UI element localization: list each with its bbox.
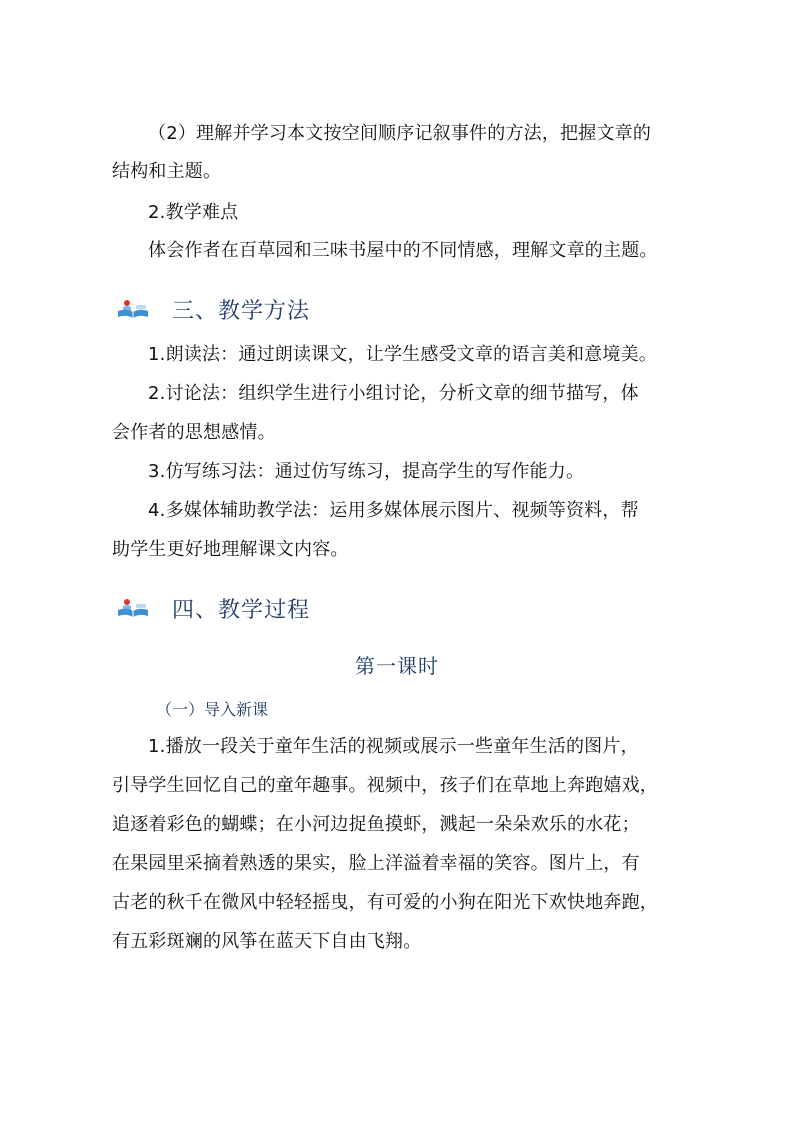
paragraph-line-4: 在果园里采摘着熟透的果实，脸上洋溢着幸福的笑容。图片上，有 [112, 853, 640, 874]
paragraph-line-1: 1.播放一段关于童年生活的视频或展示一些童年生活的图片， [148, 736, 639, 757]
section-title-methods: 三、教学方法 [172, 298, 311, 324]
method-4-line-2: 助学生更好地理解课文内容。 [112, 539, 349, 560]
paragraph-line-2: 引导学生回忆自己的童年趣事。视频中，孩子们在草地上奔跑嬉戏， [112, 775, 658, 796]
paragraph-line-6: 有五彩斑斓的风筝在蓝天下自由飞翔。 [112, 931, 422, 952]
difficulty-text: 体会作者在百草园和三味书屋中的不同情感，理解文章的主题。 [148, 240, 658, 261]
section-heading-process [116, 593, 310, 623]
difficulty-title: 2.教学难点 [148, 202, 239, 223]
subsection-intro: （一）导入新课 [156, 700, 269, 719]
objective-2-line-2: 结构和主题。 [112, 161, 222, 182]
paragraph-line-3: 追逐着彩色的蝴蝶；在小河边捉鱼摸虾，溅起一朵朵欢乐的水花； [112, 814, 640, 835]
method-1: 1.朗读法：通过朗读课文，让学生感受文章的语言美和意境美。 [148, 344, 657, 365]
book-reader-icon [116, 597, 150, 619]
method-2-line-1: 2.讨论法：组织学生进行小组讨论，分析文章的细节描写，体 [148, 383, 639, 404]
section-heading-methods [116, 294, 310, 324]
method-4-line-1: 4.多媒体辅助教学法：运用多媒体展示图片、视频等资料，帮 [148, 500, 639, 521]
objective-2-line-1: （2）理解并学习本文按空间顺序记叙事件的方法，把握文章的 [148, 123, 652, 144]
book-reader-icon [116, 298, 150, 320]
paragraph-line-5: 古老的秋千在微风中轻轻摇曳，有可爱的小狗在阳光下欢快地奔跑， [112, 892, 658, 913]
lesson-title: 第一课时 [355, 654, 439, 678]
method-3: 3.仿写练习法：通过仿写练习，提高学生的写作能力。 [148, 461, 585, 482]
method-2-line-2: 会作者的思想感情。 [112, 422, 276, 443]
section-title-process: 四、教学过程 [172, 597, 311, 623]
